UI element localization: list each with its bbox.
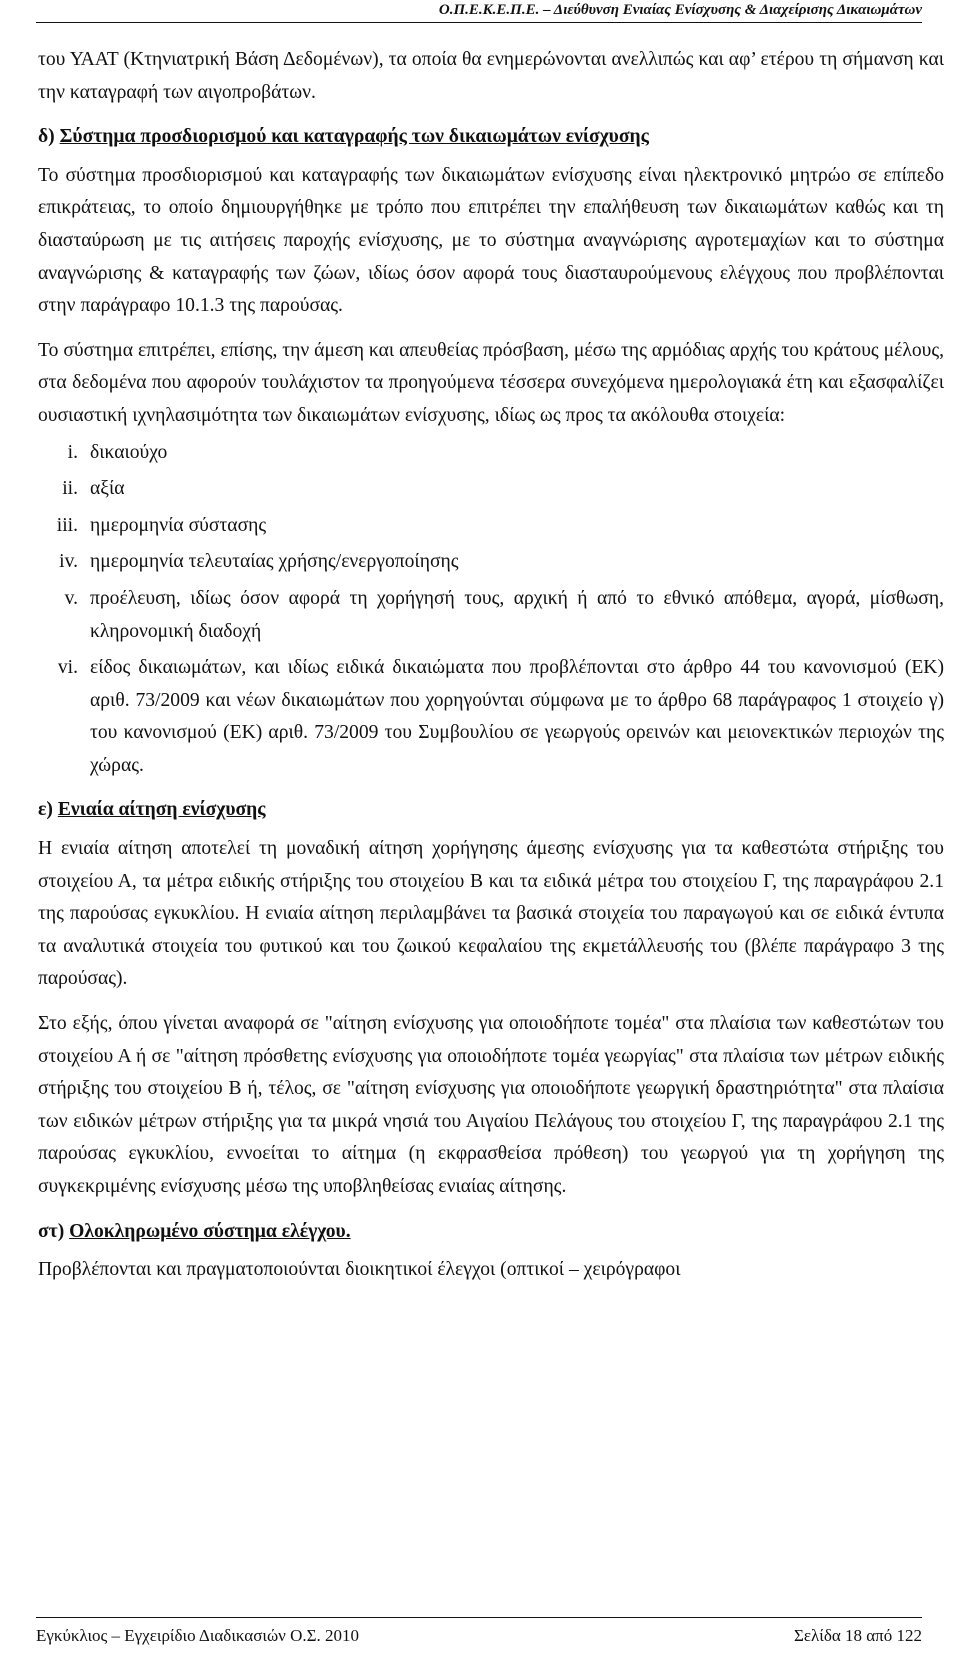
page-header: Ο.Π.Ε.Κ.Ε.Π.Ε. – Διεύθυνση Ενιαίας Ενίσχυσης & Διαχείρισης Δικαιωμάτων: [438, 2, 922, 18]
footer-divider: [36, 1617, 922, 1618]
list-item-number: v.: [64, 587, 78, 609]
list-item-text: ημερομηνία σύστασης: [90, 514, 267, 536]
header-divider: [36, 22, 922, 23]
list-item-text: είδος δικαιωμάτων, και ιδίως ειδικά δικαιώματα που προβλέπονται στο άρθρο 44 του κανονισμού (ΕΚ) αριθ. 73/2009 και νέων δικαιωμάτων που χορηγούνται σύμφωνα με το άρθρο 68 παράγραφος 1 στοιχείο γ) του κανονισμού (ΕΚ) αριθ. 73/2009 του Συμβουλίου σε γεωργούς ορεινών και μειονεκτικών περιοχών της χώρας.: [90, 657, 944, 776]
list-item-number: iv.: [59, 551, 78, 573]
footer-document-title: Εγκύκλιος – Εγχειρίδιο Διαδικασιών Ο.Σ. 2010: [36, 1626, 359, 1645]
section-d-label: δ): [38, 126, 55, 148]
list-item: [38, 510, 944, 543]
section-d-heading: [38, 121, 944, 154]
list-item-text: δικαιούχο: [90, 441, 168, 463]
list-item-number: iii.: [56, 514, 78, 536]
footer-page-number: Σελίδα 18 από 122: [793, 1626, 922, 1645]
list-item-text: αξία: [90, 478, 125, 500]
list-item-number: i.: [67, 441, 78, 463]
list-item: [38, 437, 944, 470]
section-d-paragraph-1: Το σύστημα προσδιορισμού και καταγραφής των δικαιωμάτων ενίσχυσης είναι ηλεκτρονικό μητρώο σε επίπεδο επικράτειας, το οποίο δημιουργήθηκε με τρόπο που επιτρέπει την επαλήθευση των δικαιωμάτων καθώς και τη διασταύρωση με τις αιτήσεις παροχής ενίσχυσης, με το σύστημα αναγνώρισης αγροτεμαχίων και το σύστημα αναγνώρισης & καταγραφής των ζώων, ιδίως όσον αφορά τους διασταυρούμενους ελέγχους που προβλέπονται στην παράγραφο 10.1.3 της παρούσας.: [38, 164, 944, 317]
list-item: [38, 546, 944, 579]
list-item: [38, 473, 944, 506]
section-e-title: Ενιαία αίτηση ενίσχυσης: [57, 799, 266, 821]
list-item-number: ii.: [62, 478, 78, 500]
document-body: [38, 44, 944, 1287]
section-st-label: στ): [38, 1220, 65, 1242]
section-d-title: Σύστημα προσδιορισμού και καταγραφής των δικαιωμάτων ενίσχυσης: [59, 126, 649, 148]
section-e-paragraph-1: Η ενιαία αίτηση αποτελεί τη μοναδική αίτηση χορήγησης άμεσης ενίσχυσης για τα καθεστώτα στήριξης του στοιχείου Α, τα μέτρα ειδικής στήριξης του στοιχείου Β και τα ειδικά μέτρα του στοιχείου Γ, της παραγράφου 2.1 της παρούσας εγκυκλίου. Η ενιαία αίτηση περιλαμβάνει τα βασικά στοιχεία του παραγωγού και σε ειδικά έντυπα τα αναλυτικά στοιχεία του φυτικού και του ζωικού κεφαλαίου της εκμετάλλευσής του (βλέπε παράγραφο 3 της παρούσας).: [38, 838, 944, 990]
rights-attribute-list: [38, 437, 944, 783]
section-e-heading: [38, 794, 944, 827]
section-st-heading: [38, 1216, 944, 1249]
section-st-paragraph-1: Προβλέπονται και πραγματοποιούνται διοικητικοί έλεγχοι (οπτικοί – χειρόγραφοι: [38, 1259, 681, 1281]
list-item: [38, 583, 944, 648]
section-st-title: Ολοκληρωμένο σύστημα ελέγχου.: [69, 1220, 351, 1242]
list-item-number: vi.: [57, 657, 78, 679]
page-footer: [36, 1623, 922, 1649]
list-item-text: προέλευση, ιδίως όσον αφορά τη χορήγησή τους, αρχική ή από το εθνικό απόθεμα, αγορά, μίσθωση, κληρονομική διαδοχή: [90, 587, 944, 642]
section-e-label: ε): [38, 799, 53, 821]
section-e-paragraph-2: Στο εξής, όπου γίνεται αναφορά σε "αίτηση ενίσχυσης για οποιοδήποτε τομέα" στα πλαίσια των καθεστώτων του στοιχείου Α ή σε "αίτηση πρόσθετης ενίσχυσης για οποιοδήποτε τομέα γεωργίας" στα πλαίσια των μέτρων ειδικής στήριξης του στοιχείου Β ή, τέλος, σε "αίτηση ενίσχυσης για οποιοδήποτε γεωργική δραστηριότητα" στα πλαίσια των ειδικών μέτρων στήριξης για τα μικρά νησιά του Αιγαίου Πελάγους του στοιχείου Γ, της παραγράφου 2.1 της παρούσας εγκυκλίου, εννοείται το αίτημα (η εκφρασθείσα πρόθεση) του γεωργού για τη χορήγηση της συγκεκριμένης ενίσχυσης μέσω της υποβληθείσας ενιαίας αίτησης.: [38, 1013, 944, 1197]
list-item-text: ημερομηνία τελευταίας χρήσης/ενεργοποίησης: [90, 551, 459, 573]
list-item: [38, 652, 944, 782]
section-d-paragraph-2: Το σύστημα επιτρέπει, επίσης, την άμεση και απευθείας πρόσβαση, μέσω της αρμόδιας αρχής του κράτους μέλους, στα δεδομένα που αφορούν τουλάχιστον τα προηγούμενα τέσσερα συνεχόμενα ημερολογιακά έτη και εξασφαλίζει ουσιαστική ιχνηλασιμότητα των δικαιωμάτων ενίσχυσης, ιδίως ως προς τα ακόλουθα στοιχεία:: [38, 339, 944, 426]
intro-paragraph: του ΥΑΑΤ (Κτηνιατρική Βάση Δεδομένων), τα οποία θα ενημερώνονται ανελλιπώς και αφ’ ετέρου τη σήμανση και την καταγραφή των αιγοπροβάτων.: [38, 49, 944, 103]
